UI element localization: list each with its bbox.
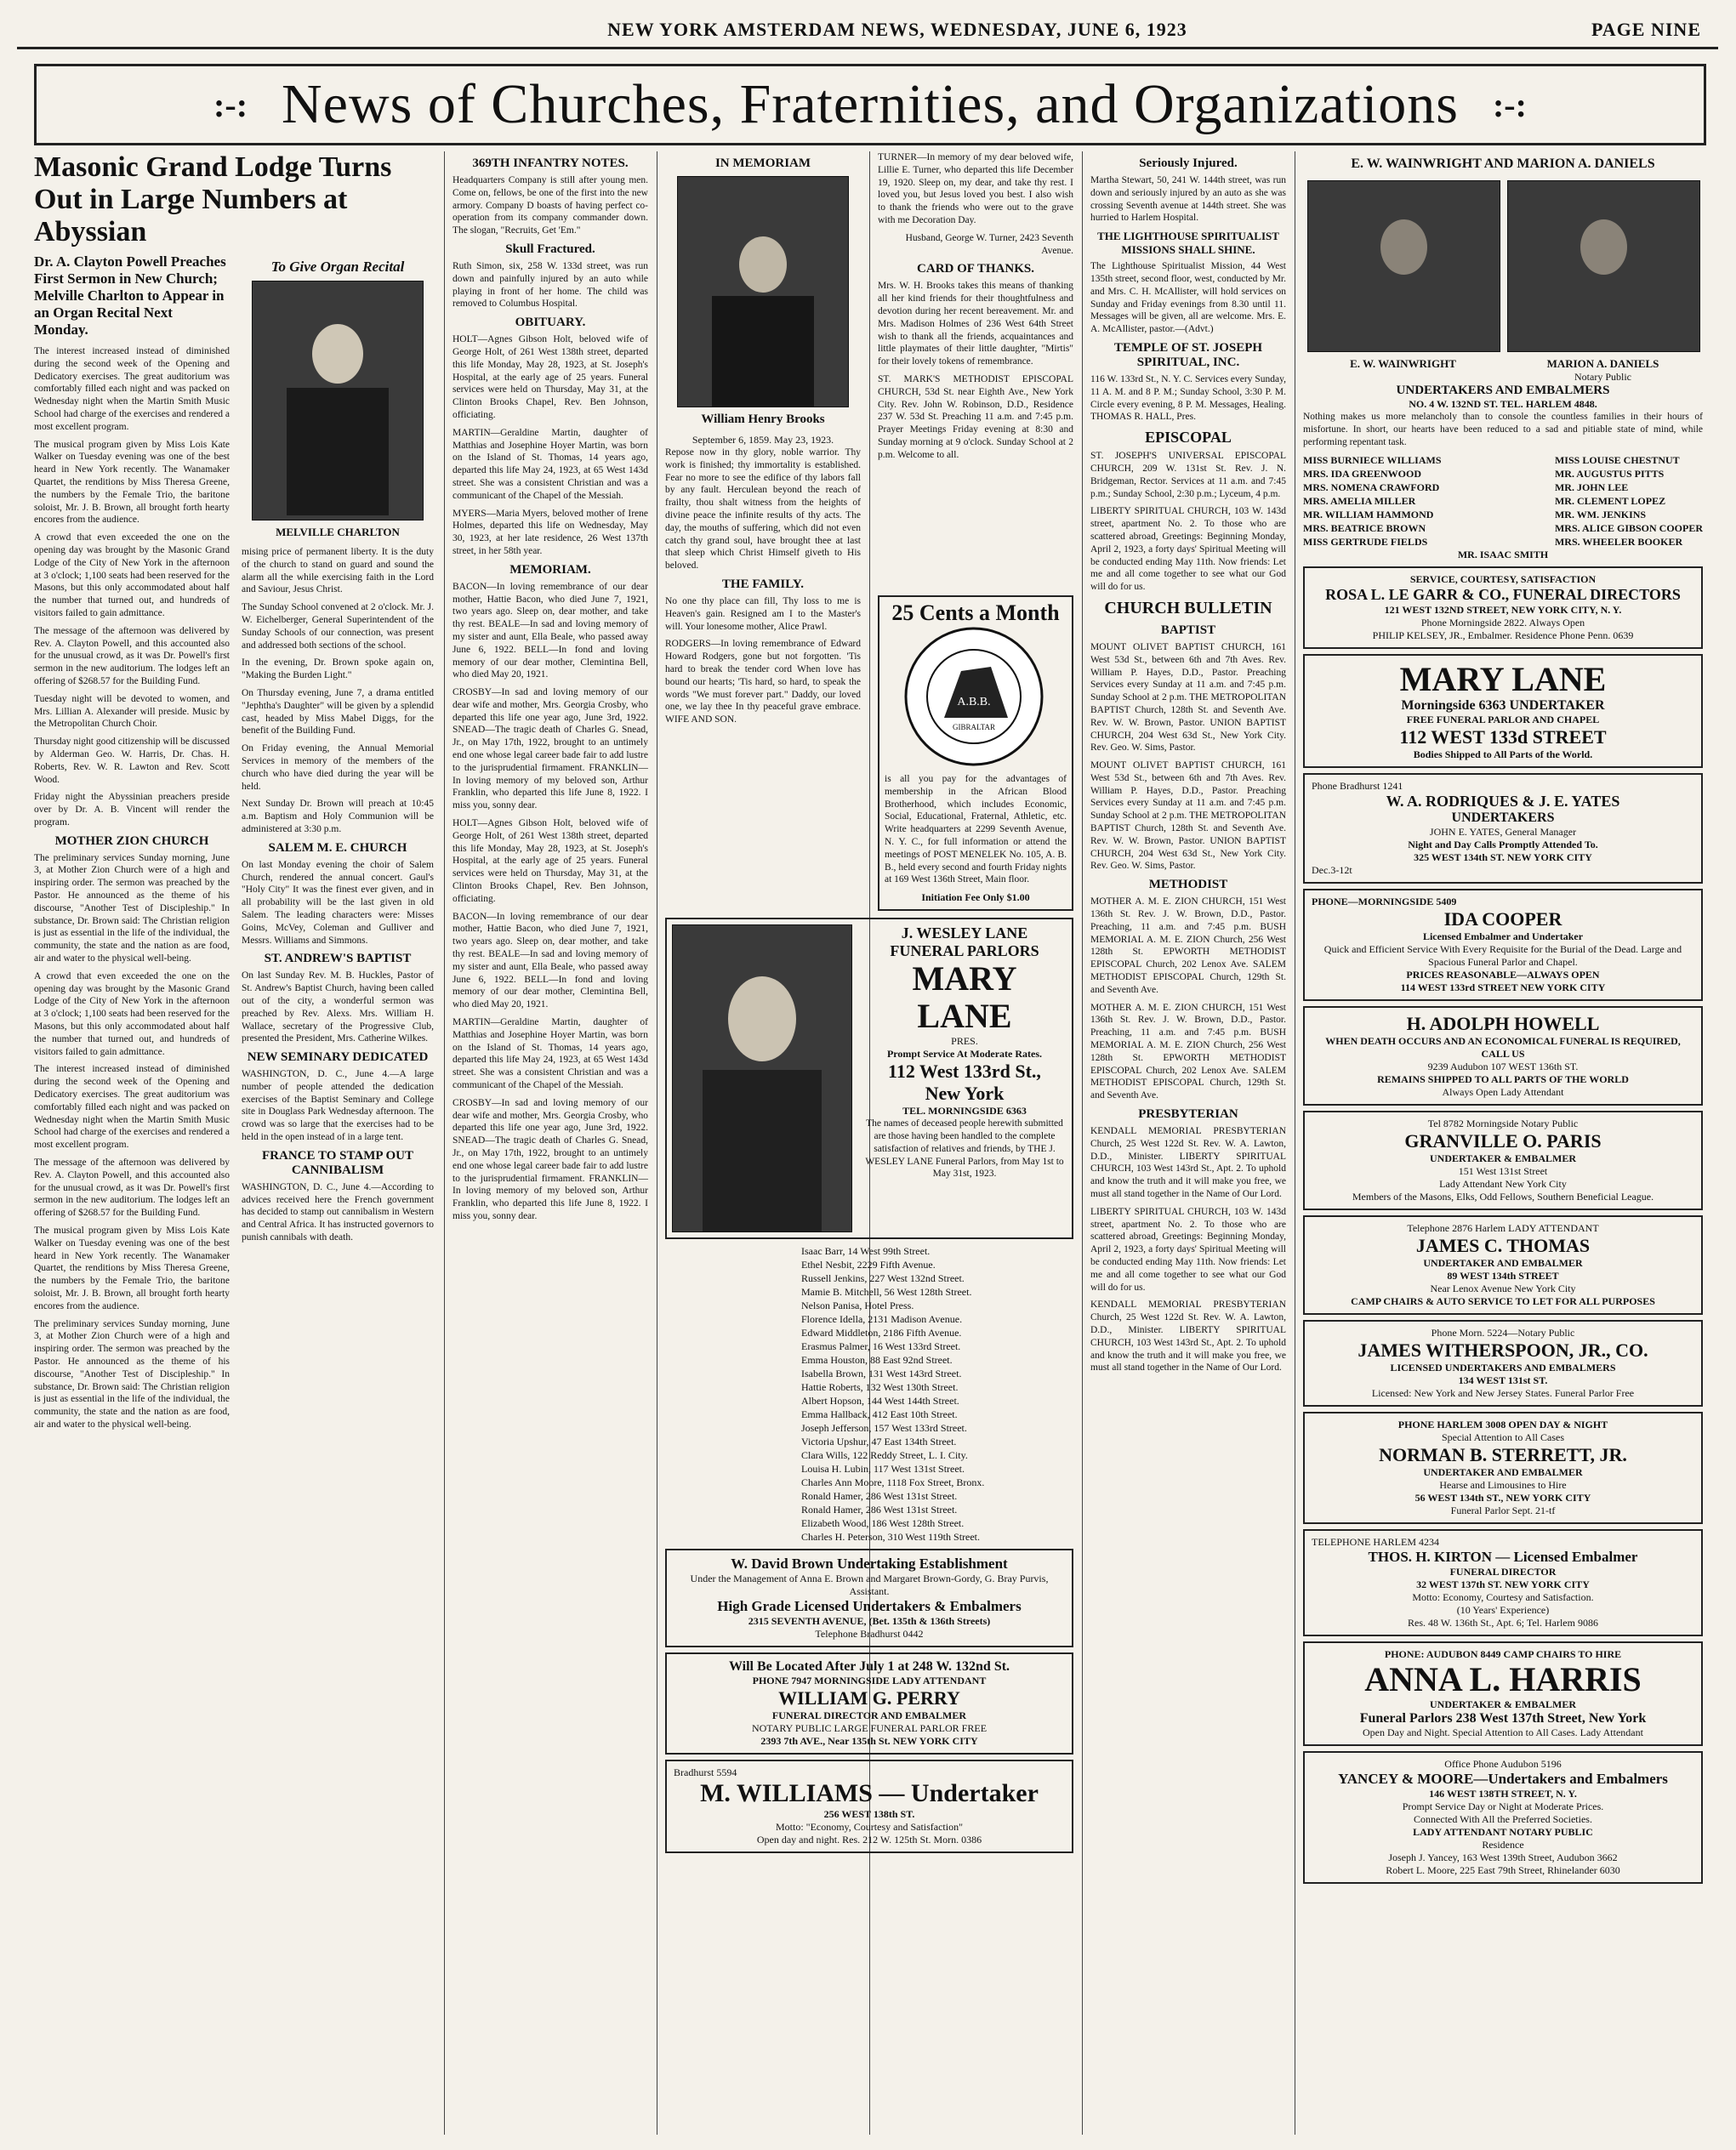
ad-line: High Grade Licensed Undertakers & Embalmers <box>717 1598 1022 1615</box>
photo-caption: MARION A. DANIELS <box>1546 357 1659 370</box>
list-item: Russell Jenkins, 227 West 132nd Street. <box>801 1272 965 1285</box>
ad-line: NO. 4 W. 132ND ST. TEL. HARLEM 4848. <box>1409 398 1597 410</box>
article-paragraph: Ruth Simon, six, 258 W. 133d street, was run down and painfully injured by an auto while playing in front of her home. The child was removed to Columbus Hospital. <box>452 260 648 310</box>
ad-name: MARY LANE <box>1399 660 1607 699</box>
section-title: TEMPLE OF ST. JOSEPH SPIRITUAL, INC. <box>1113 340 1263 369</box>
article-paragraph: CROSBY—In sad and loving memory of our dear wife and mother, Mrs. Georgia Crosby, who departed this life one year ago, June 3rd, 1922. SNEAD—The tragic death of Charles G. Snead, Jr., on May 17th, 1922, brought to an untimely end one whose legal career bade fair to add lustre to the jurisprudential firmament. FRANKLIN—In loving memory of my beloved son, Arthur Franklin, who departed this life June 8, 1922. I miss you, sonny dear. <box>452 687 648 811</box>
ad-line: NOTARY PUBLIC LARGE FUNERAL PARLOR FREE <box>751 1722 988 1735</box>
article-paragraph: On Thursday evening, June 7, a drama entitled "Jephtha's Daughter" will be given by a splendid cast, headed by Miss Mabel Diggs, for the benefit of the Building Fund. <box>242 687 434 737</box>
signature: THE FAMILY. <box>721 577 805 591</box>
section-title: MEMORIAM. <box>509 562 591 577</box>
ad-line: CAMP CHAIRS & AUTO SERVICE TO LET FOR ALL PURPOSES <box>1351 1295 1655 1308</box>
section-title: E. W. WAINWRIGHT AND MARION A. DANIELS <box>1351 156 1655 171</box>
ad-name: JAMES WITHERSPOON, JR., CO. <box>1357 1339 1648 1362</box>
ad-line: PRES. <box>951 1035 978 1048</box>
article-paragraph: Headquarters Company is still after young men. Come on, fellows, be one of the first into the new armory. Company D boasts of having perfect co-operation from its company commander down. The slogan, "Recruits, Get 'Em." <box>452 175 648 236</box>
ad-name: MARY LANE <box>912 959 1017 1036</box>
ad-name: WILLIAM G. PERRY <box>778 1687 960 1709</box>
ad-line: PHONE 7947 MORNINGSIDE LADY ATTENDANT <box>752 1675 987 1687</box>
article-paragraph: On last Monday evening the choir of Salem Church, rendered the annual concert. Gaul's "Holy City" It was the finest ever given, and in all probability will be the last given in old Salem. The leading characters were: Misses Goins, McVey, Coleman and Gulliver and Messrs. Williams and Simmons. <box>242 859 434 946</box>
ad-name: ANNA L. HARRIS <box>1364 1660 1642 1699</box>
ad-line: WHEN DEATH OCCURS AND AN ECONOMICAL FUNERAL IS REQUIRED, CALL US <box>1325 1035 1681 1061</box>
article-paragraph: LIBERTY SPIRITUAL CHURCH, 103 W. 143d street, apartment No. 2. To those who are scattered abroad, Greetings: Beginning Monday, April 2, 1923, a forty days' Spiritual Meeting will be conducted ending May 11th. Now friends: Let me and all come together to see what our God will do for us. <box>1090 1206 1286 1293</box>
ad-line: 325 WEST 134th ST. NEW YORK CITY <box>1414 851 1592 864</box>
article-paragraph: MARTIN—Geraldine Martin, daughter of Matthias and Josephine Hoyer Martin, was born on the Island of St. Thomas, 14 years ago, departed this life May 24, 1923, at 65 West 143d street. She was a consistent Christian and was a communicant of the Chapel of the Messiah. <box>452 1017 648 1090</box>
list-item: Isabella Brown, 131 West 143rd Street. <box>801 1368 962 1380</box>
list-item: Albert Hopson, 144 West 144th Street. <box>801 1395 959 1408</box>
signature: Husband, George W. Turner, 2423 Seventh Avenue. <box>905 232 1073 256</box>
section-banner <box>34 64 1706 145</box>
ad-name: JAMES C. THOMAS <box>1415 1235 1591 1257</box>
ad-name: THOS. H. KIRTON — Licensed Embalmer <box>1368 1549 1638 1566</box>
article-paragraph: Next Sunday Dr. Brown will preach at 10:45 a.m. Baptism and Holy Communion will be administered at 3:30 p.m. <box>242 799 434 834</box>
list-item: Edward Middleton, 2186 Fifth Avenue. <box>801 1327 962 1339</box>
ad-line: UNDERTAKER AND EMBALMER <box>1423 1466 1583 1479</box>
column-rule <box>1082 151 1083 2135</box>
ad-line: 151 West 131st Street <box>1458 1165 1548 1178</box>
ad-line: Licensed Embalmer and Undertaker <box>1422 930 1584 943</box>
ad-line: Hearse and Limousines to Hire <box>1439 1479 1567 1492</box>
thomas-advertisement <box>1303 1215 1703 1315</box>
section-title: IN MEMORIAM <box>714 156 811 170</box>
abb-seal-icon <box>885 624 1063 769</box>
ad-line: Motto: Economy, Courtesy and Satisfaction. <box>1412 1591 1594 1604</box>
ad-line: UNDERTAKERS AND EMBALMERS <box>1396 384 1610 397</box>
ad-line: Motto: "Economy, Courtesy and Satisfaction" <box>776 1821 963 1834</box>
ad-line: Special Attention to All Cases <box>1442 1431 1564 1444</box>
williams-advertisement <box>665 1760 1073 1853</box>
ad-line: Res. 48 W. 136th St., Apt. 6; Tel. Harlem 9086 <box>1408 1617 1598 1630</box>
ad-line: PRICES REASONABLE—ALWAYS OPEN <box>1406 969 1600 981</box>
memoriam-dates: September 6, 1859. May 23, 1923. <box>692 434 834 446</box>
list-item: MR. CLEMENT LOPEZ <box>1554 495 1666 508</box>
list-item: Nelson Panisa, Hotel Press. <box>801 1300 914 1312</box>
list-item: MR. JOHN LEE <box>1554 481 1629 494</box>
section-title: CARD OF THANKS. <box>917 262 1034 276</box>
ad-line: FUNERAL PARLORS <box>890 942 1039 960</box>
ad-line: Residence <box>1482 1839 1524 1851</box>
ad-line: UNDERTAKERS <box>1451 811 1555 826</box>
mary-lane-photo <box>672 924 852 1232</box>
list-item: Charles H. Peterson, 310 West 119th Street. <box>801 1531 981 1544</box>
ad-line: Funeral Parlors 238 West 137th Street, New York <box>1359 1711 1647 1726</box>
list-item: MR. WM. JENKINS <box>1554 509 1647 521</box>
ad-line: Robert L. Moore, 225 East 79th Street, Rhinelander 6030 <box>1386 1864 1620 1877</box>
ad-line: Prompt Service At Moderate Rates. <box>886 1048 1043 1061</box>
ad-line: JOHN E. YATES, General Manager <box>1429 826 1577 839</box>
section-title: THE LIGHTHOUSE SPIRITUALIST MISSIONS SHALL SHINE. <box>1097 230 1279 257</box>
ad-line: Bradhurst 5594 <box>674 1766 737 1779</box>
ad-name: GRANVILLE O. PARIS <box>1404 1130 1602 1152</box>
ad-line: FUNERAL DIRECTOR <box>1449 1566 1557 1578</box>
photo-caption: William Henry Brooks <box>701 412 825 426</box>
ad-line: Members of the Masons, Elks, Odd Fellows, Southern Beneficial League. <box>1352 1191 1654 1203</box>
column-rule <box>444 151 445 2135</box>
ad-line: Phone Bradhurst 1241 <box>1312 780 1403 793</box>
harris-advertisement <box>1303 1641 1703 1746</box>
article-paragraph: TURNER—In memory of my dear beloved wife, Lillie E. Turner, who departed this life December 19, 1920. Sleep on, my dear, and take thy rest. I loved you, but Jesus loved you best. I also wish to thank the friends who were out to the grave with me Decoration Day. <box>878 152 1073 225</box>
section-title: CHURCH BULLETIN <box>1104 598 1272 617</box>
article-paragraph: ST. MARK'S METHODIST EPISCOPAL CHURCH, 53d St. near Eighth Ave., New York City. Rev. John W. Robinson, D.D., Residence 237 W. 53d St. Preaching 11 a.m. and 7:45 p.m. Prayer Meetings Friday evening at 8:30 and Sunday morning at 9 o'clock. Sunday School at 2 p.m. Welcome to all. <box>878 373 1073 460</box>
brooks-photo <box>677 176 849 407</box>
daniels-photo <box>1507 180 1700 352</box>
abb-advertisement <box>878 595 1073 911</box>
banner-title: News of Churches, Fraternities, and Organizations <box>282 73 1459 135</box>
ad-name: W. A. RODRIQUES & J. E. YATES <box>1386 793 1620 811</box>
ad-line: FUNERAL DIRECTOR AND EMBALMER <box>771 1709 967 1722</box>
list-item: Joseph Jefferson, 157 West 133rd Street. <box>801 1422 967 1435</box>
ad-line: (10 Years' Experience) <box>1456 1604 1550 1617</box>
list-item: Hattie Roberts, 132 West 130th Street. <box>801 1381 959 1394</box>
ad-line: Licensed: New York and New Jersey States. Funeral Parlor Free <box>1371 1387 1635 1400</box>
article-paragraph: MOUNT OLIVET BAPTIST CHURCH, 161 West 53d St., between 6th and 7th Aves. Rev. William P. Hayes, D.D., Pastor. Preaching Services every Sunday at 11 a.m. and 7:45 p.m. Sunday School at 2 p.m. THE METROPOLITAN BAPTIST Church, 128th St. and Seventh Ave. Rev. W. W. Brown, Pastor. UNION BAPTIST CHURCH, 204 West 63d St., New York City. Rev. Geo. W. Sims, Pastor. <box>1090 760 1286 872</box>
witherspoon-advertisement <box>1303 1320 1703 1407</box>
ad-line: PHONE: AUDUBON 8449 CAMP CHAIRS TO HIRE <box>1384 1648 1622 1661</box>
ad-line: 134 WEST 131st ST. <box>1458 1374 1548 1387</box>
article-paragraph: BACON—In loving remembrance of our dear mother, Hattie Bacon, who died June 7, 1921, two years ago. Sleep on, dear mother, and take thy rest. BEALE—In sad and loving memory of my sister and aunt, Ella Beale, who passed away June 6, 1922. BELL—In fond and loving memory of our dear mother, Clemintina Bell, who died May 20, 1921. <box>452 911 648 1010</box>
ad-line: Phone Morningside 2822. Always Open <box>1420 617 1585 629</box>
article-paragraph: The Lighthouse Spiritualist Mission, 44 West 135th street, second floor, west, conducted by Mr. and Mrs. C. H. McAllister, will hold services on Sunday and Friday evenings from 8.30 until 11. Messages will be given, all are welcome. Mrs. E. A. McAllister, pastor.—(Advt.) <box>1090 261 1286 335</box>
article-paragraph: BACON—In loving remembrance of our dear mother, Hattie Bacon, who died June 7, 1921, two years ago. Sleep on, dear mother, and take thy rest. BEALE—In sad and loving memory of my sister and aunt, Ella Beale, who passed away June 6, 1922. BELL—In fond and loving memory of our dear mother, Clemintina Bell, who died May 20, 1921. <box>452 581 648 680</box>
lead-subhead: Dr. A. Clayton Powell Preaches First Sermon in New Church; Melville Charlton to Appear in an Organ Recital Next Monday. <box>34 253 226 338</box>
ad-name: H. ADOLPH HOWELL <box>1406 1013 1600 1035</box>
ad-line: TELEPHONE HARLEM 4234 <box>1312 1536 1439 1549</box>
list-item: MRS. NOMENA CRAWFORD <box>1303 481 1440 494</box>
list-item: Ethel Nesbit, 2229 Fifth Avenue. <box>801 1259 936 1271</box>
ad-title: 25 Cents a Month <box>891 600 1060 625</box>
article-paragraph: Mrs. W. H. Brooks takes this means of thanking all her kind friends for their thoughtfulness and devotion during her recent bereavement. Mr. and Mrs. Madison Holmes of 236 West 64th Street wish to thank all the friends, acquaintances and little playmates of their little daughter, "Mirtis" for their lovely tokens of remembrance. <box>878 281 1073 367</box>
ad-line: 146 WEST 138TH STREET, N. Y. <box>1429 1788 1577 1800</box>
ad-line: J. WESLEY LANE <box>901 924 1028 942</box>
ad-line: Open Day and Night. Special Attention to All Cases. Lady Attendant <box>1363 1726 1643 1739</box>
brown-advertisement <box>665 1549 1073 1647</box>
ad-line: 89 WEST 134th STREET <box>1447 1270 1559 1283</box>
article-paragraph: KENDALL MEMORIAL PRESBYTERIAN Church, 25 West 122d St. Rev. W. A. Lawton, D.D., Minister. LIBERTY SPIRITUAL CHURCH, 103 West 143rd St., Apt. 2. To uphold and know the truth and it will make you free, we must all stand together in the Name of Our Lord. <box>1090 1300 1286 1374</box>
article-paragraph: The musical program given by Miss Lois Kate Walker on Tuesday evening was one of the best heard in New York recently. The Wanamaker Quartet, the renditions by Miss Theresa Greene, the numbers by the Female Trio, the baritone soloist, Mr. J. B. Brown, all brought forth hearty encores from the audience. <box>34 1226 230 1311</box>
ad-body: Nothing makes us more melancholy than to console the countless families in their hours of misfortune. In short, our hearts have been reduced to a sad and pitiable state of mind, while performing repentant task. <box>1303 412 1703 447</box>
list-item: Emma Hallback, 412 East 10th Street. <box>801 1408 958 1421</box>
section-title: EPISCOPAL <box>1145 429 1232 446</box>
ad-line: 114 WEST 133rd STREET NEW YORK CITY <box>1400 981 1606 994</box>
ad-line: SERVICE, COURTESY, SATISFACTION <box>1409 573 1597 586</box>
list-item: MISS GERTRUDE FIELDS <box>1303 536 1428 549</box>
article-paragraph: On Friday evening, the Annual Memorial Services in memory of the members of the church who have died during the year will be held. <box>242 743 434 792</box>
ad-line: Funeral Parlor Sept. 21-tf <box>1450 1504 1556 1517</box>
ad-body: is all you pay for the advantages of membership in the African Blood Brotherhood, which includes Economic, Social, Educational, Fraternal, Athletic, etc. Write headquarters at 2299 Seventh Avenue, N. Y. C., for full information or attend the meetings of POST MENELEK No. 105, A. B. B., held every second and fourth Friday nights at 169 West 136th Street, Main floor. <box>885 773 1067 885</box>
article-paragraph: Thursday night good citizenship will be discussed by Alderman Geo. W. Harris, Dr. Chas. H. Roberts, Rev. W. R. Lawton and Rev. Scott Wood. <box>34 737 230 785</box>
list-item: MISS BURNIECE WILLIAMS <box>1303 454 1442 467</box>
article-paragraph: The preliminary services Sunday morning, June 3, at Mother Zion Church were of a high and inspiring order. The sermon was preached by the Pastor. He announced as the theme of his discourse, "Another Test of Discipleship." In substance, Dr. Brown said: The Christian religion is just as essential in the life of the individual, the community, the state and the nation as are food, air and water to the physical well-being. <box>34 1318 230 1430</box>
photo-caption: MELVILLE CHARLTON <box>276 526 400 538</box>
article-paragraph: Martha Stewart, 50, 241 W. 144th street, was run down and seriously injured by an auto as she was crossing Seventh avenue at 144th street. She was hurried to Harlem Hospital. <box>1090 175 1286 224</box>
ad-line: FREE FUNERAL PARLOR AND CHAPEL <box>1406 714 1600 726</box>
ad-line: Quick and Efficient Service With Every Requisite for the Burial of the Dead. Large and Spacious Funeral Parlor and Chapel. <box>1323 943 1682 969</box>
column-notes-obituary <box>452 151 648 2135</box>
howell-advertisement <box>1303 1006 1703 1106</box>
article-paragraph: 116 W. 133rd St., N. Y. C. Services every Sunday, 11 A. M. and 8 P. M.; Sunday School, 3:30 P. M. Circle every evening, 8 P. M. Messages, Healing. THOMAS R. HALL, Pres. <box>1090 373 1286 423</box>
ad-line: 56 WEST 134th ST., NEW YORK CITY <box>1414 1492 1591 1504</box>
masthead-rule <box>17 47 1718 49</box>
article-paragraph: A crowd that even exceeded the one on the opening day was brought by the Masonic Grand Lodge of the City of New York in the afternoon at 3 o'clock; 1,100 seats had been reserved for the Masons, but this only accommodated about half the number that turned out, and hundreds of visitors failed to gain admittance. <box>34 970 230 1057</box>
ad-line: Near Lenox Avenue New York City <box>1430 1283 1576 1295</box>
ad-line: UNDERTAKER & EMBALMER <box>1429 1152 1577 1165</box>
article-paragraph: The Sunday School convened at 2 o'clock. Mr. J. W. Eichelberger, General Superintendent of the Sunday Schools of our connection, was present and addressed both sections of the school. <box>242 602 434 651</box>
photo-caption: E. W. WAINWRIGHT <box>1350 357 1456 370</box>
article-paragraph: WASHINGTON, D. C., June 4.—According to advices received here the French government has decided to stamp out cannibalism in Western and Central Africa. It has instructed governors to punish cannibals with death. <box>242 1181 434 1243</box>
article-paragraph: MOUNT OLIVET BAPTIST CHURCH, 161 West 53d St., between 6th and 7th Aves. Rev. William P. Hayes, D.D., Pastor. Preaching Services every Sunday at 11 a.m. and 7:45 p.m. Sunday School at 2 p.m. THE METROPOLITAN BAPTIST Church, 128th St. and Seventh Ave. Rev. W. W. Brown, Pastor. UNION BAPTIST CHURCH, 204 West 63d St., New York City. Rev. Geo. W. Sims, Pastor. <box>1090 641 1286 754</box>
article-paragraph: CROSBY—In sad and loving memory of our dear wife and mother, Mrs. Georgia Crosby, who departed this life one year ago, June 3rd, 1922. SNEAD—The tragic death of Charles G. Snead, Jr., on May 17th, 1922, brought to an untimely end one whose legal career bade fair to add lustre to the jurisprudential firmament. FRANKLIN—In loving memory of my beloved son, Arthur Franklin, who departed this life June 8, 1922. I miss you, sonny dear. <box>452 1097 648 1221</box>
ad-line: Morningside 6363 UNDERTAKER <box>1401 698 1605 714</box>
masthead: NEW YORK AMSTERDAM NEWS, WEDNESDAY, JUNE 6, 1923 <box>607 19 1187 40</box>
marylane-advertisement <box>1303 654 1703 768</box>
lead-headline: Masonic Grand Lodge Turns Out in Large Numbers at Abyssian <box>34 151 392 247</box>
ad-line: LICENSED UNDERTAKERS AND EMBALMERS <box>1390 1362 1616 1374</box>
section-title: 369TH INFANTRY NOTES. <box>472 156 629 170</box>
list-item: Mamie B. Mitchell, 56 West 128th Street. <box>801 1286 972 1299</box>
article-paragraph: LIBERTY SPIRITUAL CHURCH, 103 W. 143d street, apartment No. 2. To those who are scattered abroad, Greetings: Beginning Monday, April 2, 1923, a forty days' Spiritual Meeting will be conducted ending May 11th. Now friends: Let me and all come together to see what our God will do for us. <box>1090 506 1286 593</box>
article-paragraph: The message of the afternoon was delivered by Rev. A. Clayton Powell, and this accounted also for the unusual crowd, as it was Dr. Powell's first sermon in the new auditorium. The lodges left an offering of $268.57 for the Building Fund. <box>34 1157 230 1219</box>
article-paragraph: No one thy place can fill, Thy loss to me is Heaven's gain. Resigned am I to the Master's will. Your lonesome mother, Alice Prawl. <box>665 595 861 632</box>
list-item: MISS LOUISE CHESTNUT <box>1554 454 1680 467</box>
section-title: Skull Fractured. <box>505 242 595 256</box>
ad-line: 9239 Audubon 107 WEST 136th ST. <box>1427 1061 1579 1073</box>
ad-line: W. David Brown Undertaking Establishment <box>731 1556 1008 1573</box>
ad-line: PHONE—MORNINGSIDE 5409 <box>1312 896 1457 908</box>
article-paragraph: mising price of permanent liberty. It is the duty of the church to stand on guard and sound the alarm all the while exercising faith in the Lord and Saviour, Jesus Christ. <box>242 547 434 595</box>
article-paragraph: Friday night the Abyssinian preachers preside over by Dr. A. B. Vincent will render the program. <box>34 792 230 828</box>
ad-name: YANCEY & MOORE—Undertakers and Embalmers <box>1338 1771 1668 1788</box>
ad-line: UNDERTAKER & EMBALMER <box>1429 1698 1577 1711</box>
section-title: BAPTIST <box>1160 623 1216 637</box>
ad-body: The names of deceased people herewith submitted are those having been handled to the complete satisfaction of relatives and friends, by THE J. WESLEY LANE Funeral Parlors, from May 1st to May 31st, 1923. <box>865 1118 1064 1180</box>
ad-line: UNDERTAKER AND EMBALMER <box>1423 1257 1583 1270</box>
list-item: Louisa H. Lubin, 117 West 131st Street. <box>801 1463 965 1476</box>
ad-line: New York <box>925 1083 1005 1105</box>
ad-line: Lady Attendant New York City <box>1439 1178 1567 1191</box>
seal-sub: GIBRALTAR <box>953 722 995 731</box>
list-item: Clara Wills, 122 Reddy Street, L. I. City. <box>801 1449 968 1462</box>
list-item: MR. AUGUSTUS PITTS <box>1554 468 1665 481</box>
ad-line: REMAINS SHIPPED TO ALL PARTS OF THE WORLD <box>1377 1073 1629 1086</box>
section-title: ST. ANDREW'S BAPTIST <box>264 952 412 966</box>
ad-line: 121 WEST 132ND STREET, NEW YORK CITY, N. Y. <box>1384 604 1622 617</box>
charlton-photo <box>252 281 424 520</box>
list-item: MRS. BEATRICE BROWN <box>1303 522 1426 535</box>
list-item: Charles Ann Moore, 1118 Fox Street, Bronx. <box>801 1476 985 1489</box>
list-item: Isaac Barr, 14 West 99th Street. <box>801 1245 931 1258</box>
ad-line: Always Open Lady Attendant <box>1442 1086 1564 1099</box>
ad-line: TEL. MORNINGSIDE 6363 <box>902 1105 1027 1118</box>
rodrigues-advertisement <box>1303 773 1703 884</box>
list-item: MR. WILLIAM HAMMOND <box>1303 509 1434 521</box>
article-paragraph: The preliminary services Sunday morning, June 3, at Mother Zion Church were of a high and inspiring order. The sermon was preached by the Pastor. He announced as the theme of his discourse, "Another Test of Discipleship." In substance, Dr. Brown said: The Christian religion is just as essential in the life of the individual, the community, the state and the nation as are food, air and water to the physical well-being. <box>34 852 230 964</box>
perry-advertisement <box>665 1652 1073 1755</box>
section-title: MOTHER ZION CHURCH <box>54 833 209 848</box>
ornament-left-icon: :-: <box>213 85 248 124</box>
ornament-right-icon: :-: <box>1492 85 1527 124</box>
article-paragraph: In the evening, Dr. Brown spoke again on, "Making the Burden Light." <box>242 657 434 681</box>
article-paragraph: The interest increased instead of diminished during the second week of the Opening and Dedicatory exercises. The great auditorium was comfortably filled each night and was packed on Wednesday night when the Martin Smith Music School had charge of the exercises and rendered a most excellent program. <box>34 346 230 432</box>
staff-list <box>1303 453 1703 549</box>
article-paragraph: The message of the afternoon was delivered by Rev. A. Clayton Powell, and this accounted also for the unusual crowd, as it was Dr. Powell's first sermon in the new auditorium. The lodges left an offering of $268.57 for the Building Fund. <box>34 625 230 686</box>
column-lead-story <box>34 151 434 2135</box>
seal-text: A.B.B. <box>957 695 991 708</box>
article-paragraph: HOLT—Agnes Gibson Holt, beloved wife of George Holt, of 261 West 138th street, departed this life Monday, May 28, 1923, at St. Joseph's Hospital, at the early age of 25 years. Funeral services were held on Thursday, May 31, at the Clinton Brooks Chapel, Rev. Ben Johnson, officiating. <box>452 334 648 420</box>
sterrett-advertisement <box>1303 1412 1703 1524</box>
article-paragraph: WASHINGTON, D. C., June 4.—A large number of people attended the dedication exercises of the Baptist Seminary and College site in Douglass Park Wednesday afternoon. The crowd was so large that the exercises had to be held in the open instead of in a large tent. <box>242 1069 434 1143</box>
ad-line: Joseph J. Yancey, 163 West 139th Street, Audubon 3662 <box>1388 1851 1618 1864</box>
list-item: Victoria Upshur, 47 East 134th Street. <box>801 1436 957 1448</box>
article-paragraph: MOTHER A. M. E. ZION CHURCH, 151 West 136th St. Rev. J. W. Brown, D.D., Pastor. Preaching, 11 a.m. and 7:45 p.m. BUSH MEMORIAL A. M. E. ZION Church, 256 West 128th St. EPWORTH METHODIST EPISCOPAL Church, 202 Lenox Ave. SALEM METHODIST EPISCOPAL Church, 129th St. and Seventh Ave. <box>1090 896 1286 995</box>
ad-line: PHONE HARLEM 3008 OPEN DAY & NIGHT <box>1397 1419 1608 1431</box>
ad-line: Will Be Located After July 1 at 248 W. 132nd St. <box>728 1659 1010 1675</box>
section-title: Seriously Injured. <box>1139 156 1238 170</box>
list-item: Florence Idella, 2131 Madison Avenue. <box>801 1313 963 1326</box>
article-paragraph: The interest increased instead of diminished during the second week of the Opening and Dedicatory exercises. The great auditorium was comfortably filled each night and was packed on Wednesday night when the Martin Smith Music School had charge of the exercises and rendered a most excellent program. <box>34 1064 230 1151</box>
photo-caption-sub: Notary Public <box>1574 371 1631 383</box>
ad-line: 112 West 133rd St., <box>888 1061 1041 1083</box>
paris-advertisement <box>1303 1111 1703 1210</box>
list-item: Erasmus Palmer, 16 West 133rd Street. <box>801 1340 961 1353</box>
section-title: OBITUARY. <box>515 316 586 330</box>
ad-line: Office Phone Audubon 5196 <box>1444 1758 1562 1771</box>
section-title: PRESBYTERIAN <box>1138 1107 1238 1122</box>
ad-name: NORMAN B. STERRETT, JR. <box>1379 1444 1627 1466</box>
article-paragraph: On last Sunday Rev. M. B. Huckles, Pastor of St. Andrew's Baptist Church, having been called out of the city, a wonderful sermon was preached by Rev. Alexs. Mrs. William H. Wallace, secretary of the Progressive Club, presented the President, Mrs. Catherine Wilkes. <box>242 970 434 1044</box>
ad-fee: Initiation Fee Only $1.00 <box>921 891 1030 904</box>
list-item: MRS. ALICE GIBSON COOPER <box>1554 522 1703 535</box>
ad-line: Phone Morn. 5224—Notary Public <box>1431 1327 1575 1339</box>
column-church-bulletin <box>1090 151 1286 2135</box>
ad-line: 32 WEST 137th ST. NEW YORK CITY <box>1416 1578 1590 1591</box>
ad-line: Bodies Shipped to All Parts of the World. <box>1413 748 1593 761</box>
list-item: Elizabeth Wood, 186 West 128th Street. <box>801 1517 965 1530</box>
ad-name: ROSA L. LE GARR & CO., FUNERAL DIRECTORS <box>1325 586 1681 604</box>
kirton-advertisement <box>1303 1529 1703 1636</box>
wainwright-photo <box>1307 180 1500 352</box>
recital-title: To Give Organ Recital <box>270 259 405 275</box>
lane-advertisement <box>665 918 1073 1239</box>
article-paragraph: MOTHER A. M. E. ZION CHURCH, 151 West 136th St. Rev. J. W. Brown, D.D., Pastor. Preaching, 11 a.m. and 7:45 p.m. BUSH MEMORIAL A. M. E. ZION Church, 256 West 128th St. EPWORTH METHODIST EPISCOPAL Church, 202 Lenox Ave. SALEM METHODIST EPISCOPAL Church, 129th St. and Seventh Ave. <box>1090 1002 1286 1101</box>
article-paragraph: HOLT—Agnes Gibson Holt, beloved wife of George Holt, of 261 West 138th street, departed this life Monday, May 28, 1923, at St. Joseph's Hospital, at the early age of 25 years. Funeral services were held on Thursday, May 31, at the Clinton Brooks Chapel, Rev. Ben Johnson, officiating. <box>452 818 648 904</box>
list-item: Ronald Hamer, 286 West 131st Street. <box>801 1504 958 1516</box>
article-paragraph: ST. JOSEPH'S UNIVERSAL EPISCOPAL CHURCH, 209 W. 131st St. Rev. J. N. Bridgeman, Rector. Services at 11 a.m. and 7:45 p.m.; Sunday School, 2:30 p.m.; Lyceum, 4 p.m. <box>1090 451 1286 499</box>
list-item: MR. ISAAC SMITH <box>1457 549 1549 561</box>
article-paragraph: Tuesday night will be devoted to women, and Mrs. Lillian A. Alexander will preside. Music by the Metropolitan Church Choir. <box>34 693 230 730</box>
ad-line: Connected With All the Preferred Societies. <box>1414 1813 1592 1826</box>
ad-line: Under the Management of Anna E. Brown and Margaret Brown-Gordy, G. Bray Purvis, Assistant. <box>690 1573 1049 1598</box>
ad-line: 112 WEST 133d STREET <box>1399 726 1607 748</box>
cooper-advertisement <box>1303 889 1703 1001</box>
ad-line: Telephone Bradhurst 0442 <box>815 1628 924 1641</box>
ad-line: Telephone 2876 Harlem LADY ATTENDANT <box>1407 1222 1599 1235</box>
ad-line: PHILIP KELSEY, JR., Embalmer. Residence Phone Penn. 0639 <box>1372 629 1634 642</box>
column-memoriam <box>665 151 1073 2135</box>
ad-line: Prompt Service Day or Night at Moderate Prices. <box>1402 1800 1604 1813</box>
ad-line: Night and Day Calls Promptly Attended To. <box>1408 839 1598 851</box>
ad-line: Tel 8782 Morningside Notary Public <box>1427 1118 1579 1130</box>
section-title: SALEM M. E. CHURCH <box>268 840 407 855</box>
ad-line: 256 WEST 138th ST. <box>823 1808 915 1821</box>
article-paragraph: MYERS—Maria Myers, beloved mother of Irene Holmes, departed this life on Wednesday, May 30, 1923, at her late residence, 26 West 137th street, in her 58th year. <box>452 508 648 556</box>
list-item: Emma Houston, 88 East 92nd Street. <box>801 1354 953 1367</box>
list-item: Ronald Hamer, 286 West 131st Street. <box>801 1490 958 1503</box>
column-undertaker-ads <box>1303 151 1703 2135</box>
ad-line: Dec.3-12t <box>1312 864 1352 877</box>
yancey-advertisement <box>1303 1751 1703 1884</box>
article-paragraph: Repose now in thy glory, noble warrior. Thy work is finished; thy immortality is established. Fear no more to see the edifice of thy labors fall by any fault. Herculean beyond the reach of frailty, thou shalt witness from the heights of divine peace the infinite results of thy acts. The day, the mouths of suffering, which did not even catch thy grand soul, have brought thee at last that sleep which Christ Himself giveth to His beloved. <box>665 447 861 572</box>
ad-name: IDA COOPER <box>1443 908 1562 930</box>
list-item: MRS. WHEELER BOOKER <box>1554 536 1683 549</box>
section-title: NEW SEMINARY DEDICATED <box>247 1050 429 1065</box>
ad-line: 2393 7th AVE., Near 135th St. NEW YORK CITY <box>760 1735 978 1748</box>
article-paragraph: RODGERS—In loving remembrance of Edward Howard Rodgers, gone but not forgotten. 'Tis hard to break the tender cord When love has bound our hearts; 'Tis hard, so hard, to speak the words "We must forever part." Daddy, our loved one, we lay thee In thy peaceful grave embrace. WIFE AND SON. <box>665 639 861 725</box>
section-title: METHODIST <box>1148 878 1228 892</box>
legarr-advertisement <box>1303 566 1703 649</box>
section-title: FRANCE TO STAMP OUT CANNIBALISM <box>262 1148 413 1177</box>
ad-line: Open day and night. Res. 212 W. 125th St. Morn. 0386 <box>756 1834 982 1846</box>
article-paragraph: The musical program given by Miss Lois Kate Walker on Tuesday evening was one of the best heard in New York recently. The Wanamaker Quartet, the renditions by Miss Theresa Greene, the numbers by the Female Trio, the baritone soloist, Mr. J. B. Brown, all brought forth hearty encores from the audience. <box>34 439 230 526</box>
ad-line: LADY ATTENDANT NOTARY PUBLIC <box>1413 1826 1593 1839</box>
article-paragraph: KENDALL MEMORIAL PRESBYTERIAN Church, 25 West 122d St. Rev. W. A. Lawton, D.D., Minister. LIBERTY SPIRITUAL CHURCH, 103 West 143rd St., Apt. 2. To uphold and know the truth and it will make you free, we must all stand together in the Name of Our Lord. <box>1090 1126 1286 1199</box>
ad-name: M. WILLIAMS — Undertaker <box>700 1779 1039 1808</box>
list-item: MRS. AMELIA MILLER <box>1303 495 1416 508</box>
list-item: MRS. IDA GREENWOOD <box>1303 468 1422 481</box>
article-paragraph: A crowd that even exceeded the one on the opening day was brought by the Masonic Grand Lodge of the City of New York in the afternoon at 3 o'clock; 1,100 seats had been reserved for the Masons, but this only accommodated about half the number that turned out, and hundreds of visitors failed to gain admittance. <box>34 532 230 618</box>
ad-line: 2315 SEVENTH AVENUE, (Bet. 135th & 136th Streets) <box>748 1615 991 1628</box>
deceased-list <box>801 1244 1073 1544</box>
article-paragraph: MARTIN—Geraldine Martin, daughter of Matthias and Josephine Hoyer Martin, was born on the Island of St. Thomas, 14 years ago, departed this life May 24, 1923, at 65 West 143d street. She was a consistent Christian and was a communicant of the Chapel of the Messiah. <box>452 427 648 501</box>
page-number: PAGE NINE <box>1591 19 1701 40</box>
